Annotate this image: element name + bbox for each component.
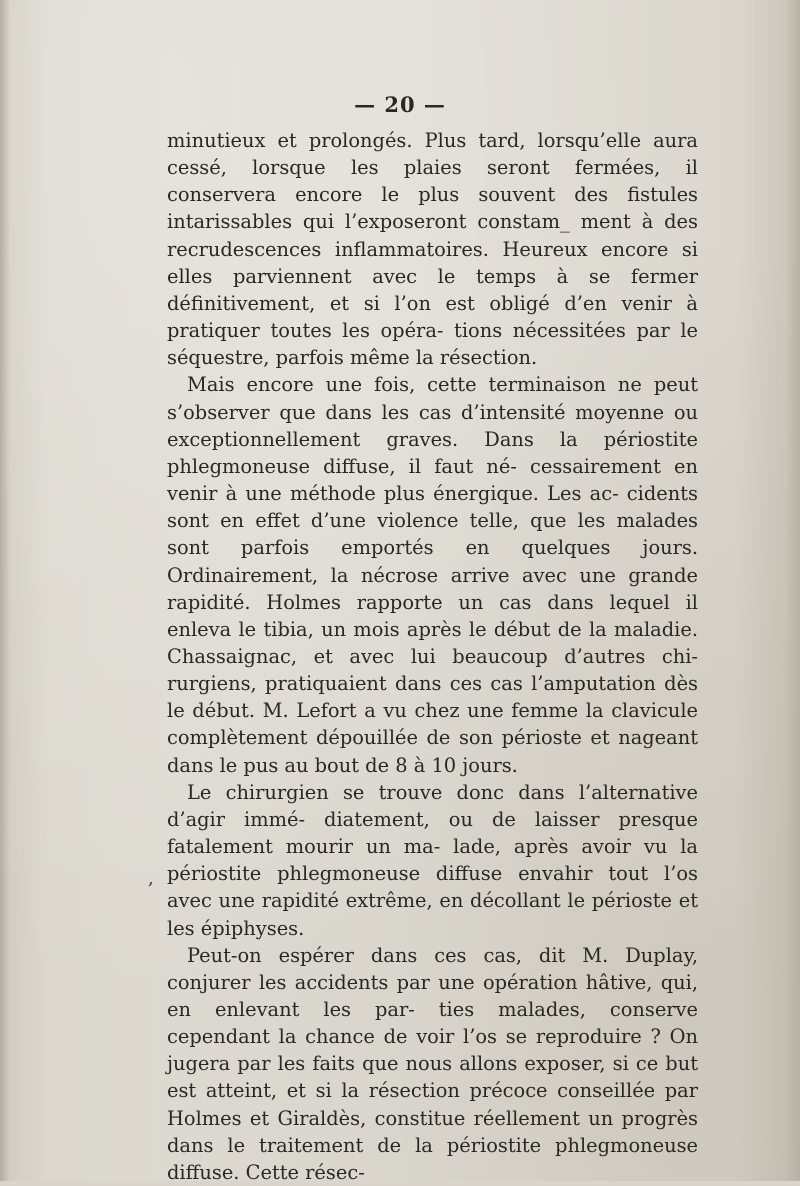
paragraph-3: Le chirurgien se trouve donc dans l’alternative d’agir immé- diatement, ou de laisser presque fatalement mourir un ma- lade, après avoir vu la périostite phlegmoneuse diffuse envahir tout l’os avec une rapidité extrême, en décollant le périoste et les épiphyses. [167,780,698,940]
body-text [167,127,698,1186]
paragraph-4: Peut-on espérer dans ces cas, dit M. Duplay, conjurer les accidents par une opération hâtive, qui, en enlevant les par- ties malades, conserve cependant la chance de voir l’os se reproduire ? On jugera par les faits que nous allons exposer, si ce but est atteint, et si la résection précoce conseillée par Holmes et Giraldès, constitue réellement un progrès dans le traitement de la périostite phlegmoneuse diffuse. Cette résec- [167,943,698,1184]
page-number-header: — 20 — [354,92,446,117]
paragraph-2: Mais encore une fois, cette terminaison ne peut s’observer que dans les cas d’intensité moyenne ou exceptionnellement graves. Dans la périostite phlegmoneuse diffuse, il faut né- cessairement en venir à une méthode plus énergique. Les ac- cidents sont en effet d’une violence telle, que les malades sont parfois emportés en quelques jours. Ordinairement, la nécrose arrive avec une grande rapidité. Holmes rapporte un cas dans lequel il enleva le tibia, un mois après le début de la maladie. Chassaignac, et avec lui beaucoup d’autres chi- rurgiens, pratiquaient dans ces cas l’amputation dès le début. M. Lefort a vu chez une femme la clavicule complètement dépouillée de son périoste et nageant dans le pus au bout de 8 à 10 jours. [167,373,698,777]
margin-mark: , [148,868,154,889]
page-edge-right [786,0,800,1181]
paragraph-1: minutieux et prolongés. Plus tard, lorsqu’elle aura cessé, lorsque les plaies seront fermées, il conservera encore le plus souvent des fistules intarissables qui l’exposeront constam_ ment à des recrudescences inflammatoires. Heureux encore si elles parviennent avec le temps à se fermer définitivement, et si l’on est obligé d’en venir à pratiquer toutes les opéra- tions nécessitées par le séquestre, parfois même la résection. [167,129,698,370]
page-edge-left [0,0,10,1181]
